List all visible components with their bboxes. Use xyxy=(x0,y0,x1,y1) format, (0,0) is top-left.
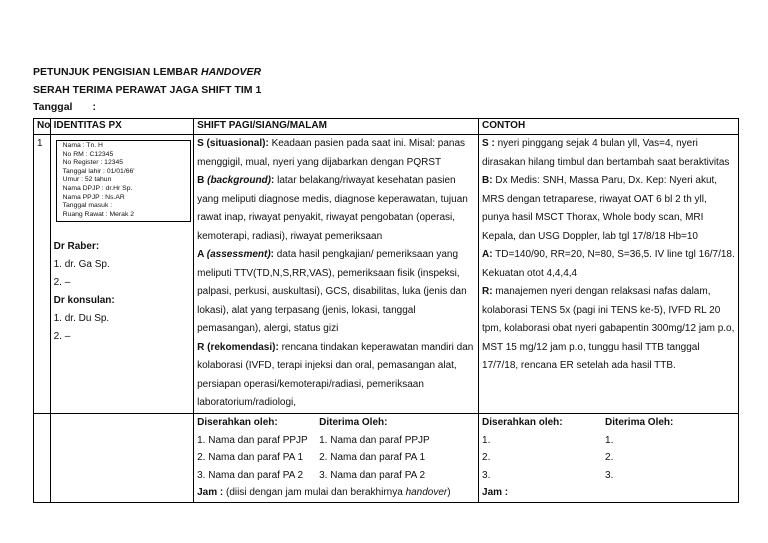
dr-konsulan-label: Dr konsulan: xyxy=(53,295,115,307)
patient-dob: Tanggal lahir : 01/01/66' xyxy=(62,167,135,175)
signature-row: 3. 3. xyxy=(482,469,614,481)
signature-row: 1. Nama dan paraf PPJP 1. Nama dan paraf PPJP xyxy=(197,434,430,446)
signature-row: 2. Nama dan paraf PA 1 2. Nama dan paraf PA 1 xyxy=(197,452,426,463)
contoh-a: A: TD=140/90, RR=20, N=80, S=36,5. IV line tgl 16/7/18. Kekuatan otot 4,4,4,4 xyxy=(482,249,735,279)
tanggal-label: Tanggal xyxy=(33,101,73,113)
sbar-guide-cell xyxy=(194,135,479,414)
sbar-r: R (rekomendasi): rencana tindakan keperawatan mandiri dan kolaborasi (IVFD, terapi injeksi dan oral, pemasangan alat, persiapan operasi/kemoterapi/radiasi, pemeriksaan laboratorium/radiologi, xyxy=(197,341,474,408)
sbar-b: B (background): latar belakang/riwayat kesehatan pasien yang meliputi diagnose medis, diagnose keperawatan, tujuan rawat inap, riwayat penyakit, riwayat pengobatan (operasi, kemoterapi, radiasi), riwayat pemeriksaan xyxy=(197,175,468,242)
tanggal-field xyxy=(33,101,96,114)
dr-raber-label: Dr Raber: xyxy=(53,241,100,253)
patient-ppjp: Nama PPJP : Ns.AR xyxy=(62,193,125,201)
patient-age: Umur : 52 tahun xyxy=(62,176,112,184)
contoh-r: R: manajemen nyeri dengan relaksasi nafas dalam, kolaborasi TENS 5x (pagi ini TENS ke-5), IVFD RL 20 tpm, kolaborasi obat nyeri gabapentin 300mg/12 jam p.o, MST 15 mg/12 jam p.o, tunggu hasil TTB tanggal 17/7/18, rencana ER setelah ada hasil TTB. xyxy=(482,286,735,371)
header-contoh: CONTOH xyxy=(479,119,739,135)
document-subtitle: SERAH TERIMA PERAWAT JAGA SHIFT TIM 1 xyxy=(33,84,262,96)
patient-admission-date: Tanggal masuk : xyxy=(62,202,113,210)
title-handover-word: HANDOVER xyxy=(201,66,262,78)
tanggal-separator: : xyxy=(92,101,96,113)
table-row xyxy=(34,135,739,414)
jam-row: Jam : (diisi dengan jam mulai dan berakhirnya handover) xyxy=(197,487,451,498)
dr-konsulan-item: 1. dr. Du Sp. xyxy=(53,313,110,325)
handover-heading-row: Diserahkan oleh: Diterima Oleh: xyxy=(482,417,674,428)
signature-row: 2. 2. xyxy=(482,452,614,463)
row-number: 1 xyxy=(34,135,51,414)
handover-table xyxy=(33,118,739,503)
jam-row: Jam : xyxy=(482,487,509,498)
dr-konsulan-item: 2. – xyxy=(53,331,71,343)
sbar-a: A (assessment): data hasil pengkajian/ pemeriksaan yang meliputi TTV(TD,N,S,RR,VAS), pemeriksaan fisik (inspeksi, palpasi, perkusi, auskultasi), GCS, disabilitas, luka (jenis dan lokasi), alat yang terpasang (jenis, lokasi, tanggal pemasangan), alergi, status gizi xyxy=(197,249,467,334)
table-header-row xyxy=(34,119,739,135)
contoh-b: B: Dx Medis: SNH, Massa Paru, Dx. Kep: Nyeri akut, MRS dengan tetraparese, riwayat OAT 6 bl 2 th yll, punya hasil MSCT Thorax, Whole body scan, MRI Kepala, dan USG Doppler, lab tgl 17/8/18 Hb=10 xyxy=(482,175,718,242)
header-shift: SHIFT PAGI/SIANG/MALAM xyxy=(194,119,479,135)
empty-cell xyxy=(50,414,193,503)
patient-dpjp: Nama DPJP : dr.Hr Sp. xyxy=(62,184,133,192)
patient-name: Nama : Tn. H xyxy=(62,142,103,149)
header-identitas: IDENTITAS PX xyxy=(50,119,193,135)
identitas-cell xyxy=(50,135,193,414)
patient-rm: No RM : C12345 xyxy=(62,150,114,158)
contoh-cell xyxy=(479,135,739,414)
header-no: No xyxy=(34,119,51,135)
patient-register: No Register : 12345 xyxy=(62,159,124,167)
handover-signatures-guide xyxy=(194,414,479,503)
signature-row: 3. Nama dan paraf PA 2 3. Nama dan paraf PA 2 xyxy=(197,469,426,481)
contoh-s: S : nyeri pinggang sejak 4 bulan yll, Vas=4, nyeri dirasakan hilang timbul dan bertambah saat beraktivitas xyxy=(482,138,730,168)
sbar-s: S (situasional): Keadaan pasien pada saat ini. Misal: panas menggigil, mual, nyeri yang dijabarkan dengan PQRST xyxy=(197,138,466,168)
patient-ward: Ruang Rawat : Merak 2 xyxy=(62,210,135,218)
handover-signatures-example xyxy=(479,414,739,503)
dr-raber-item: 1. dr. Ga Sp. xyxy=(53,259,110,271)
patient-identity-box xyxy=(56,140,191,222)
dr-raber-item: 2. – xyxy=(53,277,71,289)
signature-row: 1. 1. xyxy=(482,434,614,446)
empty-cell xyxy=(34,414,51,503)
table-row-handover xyxy=(34,414,739,503)
handover-heading-row: Diserahkan oleh: Diterima Oleh: xyxy=(197,417,388,428)
document-title: PETUNJUK PENGISIAN LEMBAR HANDOVER xyxy=(33,66,262,78)
